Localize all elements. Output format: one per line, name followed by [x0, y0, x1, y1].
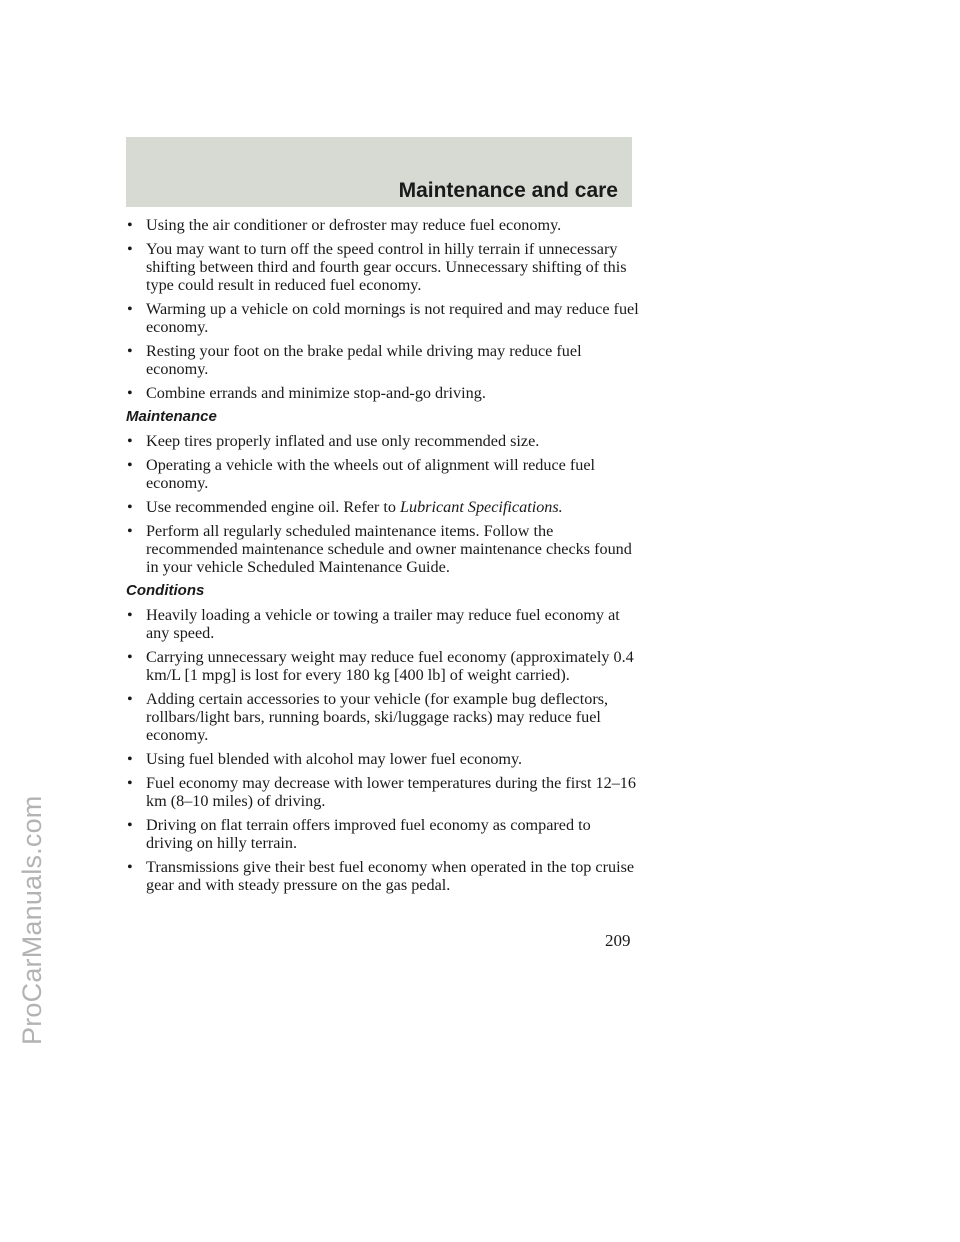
- list-item: [126, 456, 640, 492]
- list-item-text: Adding certain accessories to your vehicle (for example bug deflectors, rollbars/light bars, running boards, ski/luggage racks) may reduce fuel economy.: [146, 690, 609, 744]
- list-item: [126, 816, 640, 852]
- conditions-heading: Conditions: [126, 582, 205, 599]
- bullet-icon: •: [127, 216, 133, 234]
- list-item-text: Transmissions give their best fuel economy when operated in the top cruise gear and with steady pressure on the gas pedal.: [146, 858, 635, 894]
- bullet-icon: •: [127, 456, 133, 474]
- bullet-icon: •: [127, 774, 133, 792]
- list-item-text: Using the air conditioner or defroster may reduce fuel economy.: [146, 216, 562, 234]
- list-item: [126, 606, 640, 642]
- bullet-icon: •: [127, 300, 133, 318]
- list-item-text: Keep tires properly inflated and use only recommended size.: [146, 432, 540, 450]
- bullet-icon: •: [127, 432, 133, 450]
- list-item-text: Combine errands and minimize stop-and-go driving.: [146, 384, 486, 402]
- bullet-icon: •: [127, 522, 133, 540]
- bullet-icon: •: [127, 816, 133, 834]
- lubricant-specifications-reference: Lubricant Specifications.: [399, 498, 563, 516]
- list-item: [126, 216, 640, 234]
- page-number: 209: [605, 931, 631, 950]
- list-item: [126, 432, 640, 450]
- bullet-icon: •: [127, 384, 133, 402]
- bullet-icon: •: [127, 690, 133, 708]
- bullet-icon: •: [127, 240, 133, 258]
- list-item: [126, 240, 640, 294]
- section-header-band: [126, 137, 632, 207]
- list-item: [126, 858, 640, 894]
- list-item: [126, 690, 640, 744]
- list-item: [126, 300, 640, 336]
- list-item: [126, 342, 640, 378]
- list-item-text: Heavily loading a vehicle or towing a trailer may reduce fuel economy at any speed.: [146, 606, 620, 642]
- list-item-text: Using fuel blended with alcohol may lower fuel economy.: [146, 750, 523, 768]
- bullet-icon: •: [127, 342, 133, 360]
- list-item-text: Resting your foot on the brake pedal while driving may reduce fuel economy.: [146, 342, 582, 378]
- list-item-text: Fuel economy may decrease with lower temperatures during the first 12–16 km (8–10 miles) of driving.: [146, 774, 636, 810]
- list-item-text: Driving on flat terrain offers improved fuel economy as compared to driving on hilly terrain.: [146, 816, 591, 852]
- bullet-icon: •: [127, 648, 133, 666]
- section-title: Maintenance and care: [398, 179, 618, 202]
- list-item-text: Perform all regularly scheduled maintenance items. Follow the recommended maintenance schedule and owner maintenance checks found in your vehicle Scheduled Maintenance Guide.: [146, 522, 632, 576]
- list-item: [126, 750, 640, 768]
- side-watermark: ProCarManuals.com: [17, 795, 47, 1045]
- bullet-icon: •: [127, 750, 133, 768]
- list-item: [126, 522, 640, 576]
- bullet-icon: •: [127, 858, 133, 876]
- list-item: [126, 648, 640, 684]
- list-item-text: Warming up a vehicle on cold mornings is not required and may reduce fuel economy.: [146, 300, 639, 336]
- bullet-icon: •: [127, 606, 133, 624]
- list-item: [126, 774, 640, 810]
- list-item-text: Operating a vehicle with the wheels out of alignment will reduce fuel economy.: [146, 456, 596, 492]
- bullet-icon: •: [127, 498, 133, 516]
- page-content: [126, 216, 640, 900]
- list-item: [126, 498, 640, 516]
- list-item-text: Use recommended engine oil. Refer to: [146, 498, 400, 516]
- maintenance-heading: Maintenance: [126, 408, 217, 425]
- list-item-text: You may want to turn off the speed control in hilly terrain if unnecessary shifting between third and fourth gear occurs. Unnecessary shifting of this type could result in reduced fuel economy.: [146, 240, 627, 294]
- list-item: [126, 384, 640, 402]
- list-item-text: Carrying unnecessary weight may reduce fuel economy (approximately 0.4 km/L [1 mpg] is lost for every 180 kg [400 lb] of weight carried).: [146, 648, 634, 684]
